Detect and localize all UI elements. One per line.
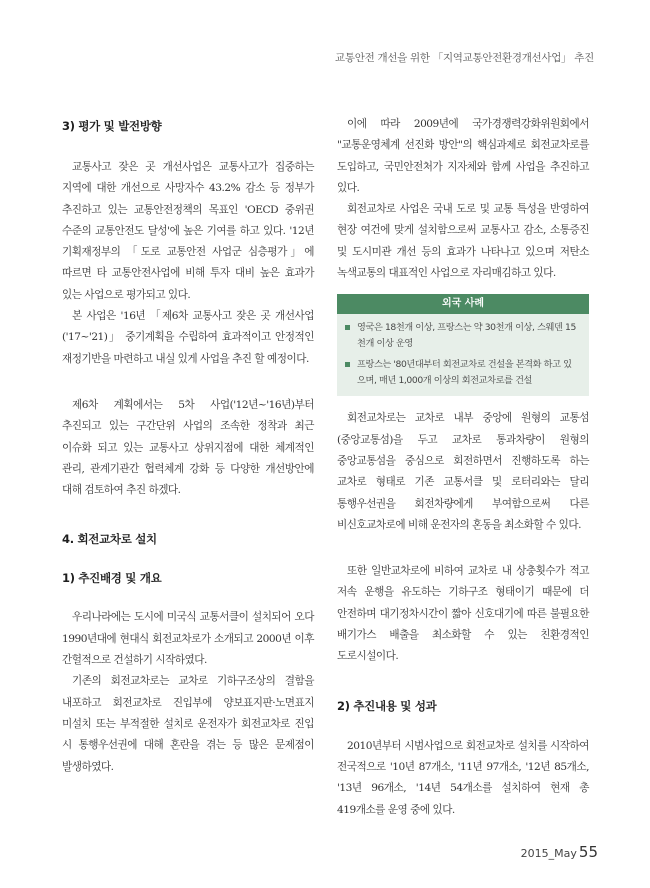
running-header: 교통안전 개선을 위한 「지역교통안전환경개선사업」 추진 [335,52,594,64]
square-bullet-icon [345,362,350,367]
box-item-text: 프랑스는 '80년대부터 회전교차로 건설을 본격화 하고 있으며, 매년 1,000개 이상의 회전교차로를 건설 [357,359,572,386]
section-heading-evaluation: 3) 평가 및 발전방향 [62,119,162,133]
paragraph: 본 사업은 '16년 「제6차 교통사고 잦은 곳 개선사업('17~'21)」 중기계획을 수립하여 효과적이고 안정적인 재정기반을 마련하고 내실 있게 사업을 추진 할 예정이다. [62,310,314,365]
issue-label: 2015_May [520,847,577,860]
paragraph: 우리나라에는 도시에 미국식 교통서클이 설치되어 오다 1990년대에 현대식 회전교차로가 소개되고 2000년 이후 간헐적으로 건설하기 시작하였다. [62,611,314,667]
paragraph: 제6차 계획에서는 5차 사업('12년~'16년)부터 추진되고 있는 구간단위 사업의 조속한 정착과 최근 이슈화 되고 있는 교통사고 상위지점에 대한 체계적인 관리, 관계기관간 협력체계 강화 등 다양한 개선방안에 대해 검토하여 추진 하겠다. [62,398,314,497]
left-column [62,118,314,778]
subsection-heading-background: 1) 추진배경 및 개요 [62,571,162,586]
box-list-item [337,351,589,388]
right-column [337,118,589,821]
foreign-cases-box [337,294,589,396]
box-list-item [337,314,589,351]
paragraph: 2010년부터 시범사업으로 회전교차로 설치를 시작하여 전국적으로 '10년 87개소, '11년 97개소, '12년 85개소, '13년 96개소, '14년 54개소를 설치하여 현재 총 419개소를 운영 중에 있다. [337,739,589,816]
paragraph: 회전교차로 사업은 국내 도로 및 교통 특성을 반영하여 현장 여건에 맞게 설치함으로써 교통사고 감소, 소통증진 및 도시미관 개선 등의 효과가 나타나고 있으며 저탄소 녹색교통의 대표적인 사업으로 자리매김하고 있다. [337,203,589,280]
page-number: 55 [578,843,598,861]
paragraph: 또한 일반교차로에 비하여 교차로 내 상충횟수가 적고 저속 운행을 유도하는 기하구조 형태이기 때문에 더 안전하며 대기정차시간이 짧아 신호대기에 따른 불필요한 배기가스 배출을 최소화할 수 있는 친환경적인 도로시설이다. [337,565,589,663]
square-bullet-icon [345,325,350,330]
subsection-heading-results: 2) 추진내용 및 성과 [337,698,437,713]
paragraph: 이에 따라 2009년에 국가경쟁력강화위원회에서 "교통운영체계 선진화 방안"의 핵심과제로 회전교차로를 도입하고, 국민안전처가 지자체와 함께 사업을 추진하고 있다. [337,118,589,194]
paragraph: 회전교차로는 교차로 내부 중앙에 원형의 교통섬(중앙교통섬)을 두고 교차로 통과차량이 원형의 중앙교통섬을 중심으로 회전하면서 진행하도록 하는 교차로 형태로 기존 교통서클 및 로터리와는 달리 통행우선권을 회전차량에게 부여함으로써 다른 비신호교차로에 비해 운전자의 혼동을 최소화할 수 있다. [337,412,589,531]
box-title: 외국 사례 [337,294,589,314]
section-heading-roundabout: 4. 회전교차로 설치 [62,532,157,547]
paragraph: 교통사고 잦은 곳 개선사업은 교통사고가 집중하는 지역에 대한 개선으로 사망자수 43.2% 감소 등 정부가 추진하고 있는 교통안전정책의 목표인 'OECD 중위권 수준의 교통안전도 달성'에 높은 기여를 하고 있다. '12년 기획재정부의 「도로 교통안전 사업군 심층평가」에 따르면 타 교통안전사업에 비해 투자 대비 높은 효과가 있는 사업으로 평가되고 있다. [62,161,314,301]
page-footer [521,843,598,861]
box-item-text: 영국은 18천개 이상, 프랑스는 약 30천개 이상, 스웨덴 15천개 이상 운영 [357,322,576,349]
paragraph: 기존의 회전교차로는 교차로 기하구조상의 결함을 내포하고 회전교차로 진입부에 양보표지판·노면표지 미설치 또는 부적절한 설치로 운전자가 회전교차로 진입 시 통행우선권에 대해 혼란을 겪는 등 많은 문제점이 발생하였다. [62,675,314,773]
